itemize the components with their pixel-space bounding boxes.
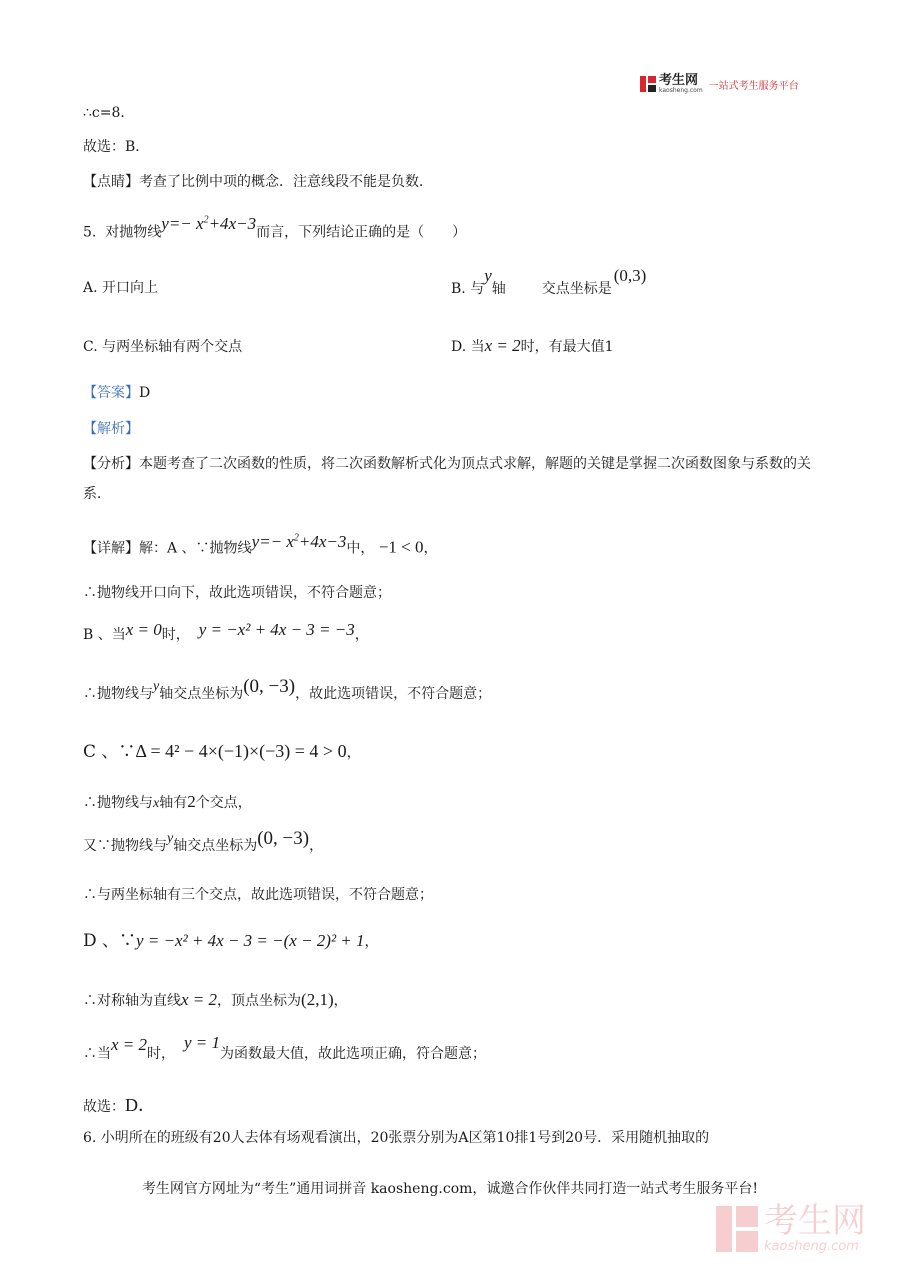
logo-domain: kaosheng.com [659,86,703,94]
c-conclusion: ∴与两坐标轴有三个交点，故此选项错误，不符合题意； [83,887,433,903]
logo-name: 考生网 [659,72,699,88]
option-a: A. 开口向上 [83,280,159,296]
header-logo [640,74,799,94]
detail-a: 【详解】解：A 、∵抛物线$y=- x^2+4x-3$中， −1 < 0， [83,531,438,557]
option-b: B. 与y轴 交点坐标是(0,3) [451,266,647,297]
q5-post: 而言，下列结论正确的是（ ） [256,224,467,241]
answer-tag: 【答案】 [83,385,139,401]
option-d: D. 当x = 2时，有最大值1 [451,336,614,355]
line-dianjing [83,172,433,192]
detail-c: C 、∵Δ = 4² − 4×(−1)×(−3) = 4 > 0， [83,741,361,762]
d-line3: ∴当x = 2时， y = 1为函数最大值，故此选项正确，符合题意； [83,1033,486,1062]
question-5 [83,213,467,243]
d-line2: ∴对称轴为直线x = 2，顶点坐标为(2,1)， [83,990,348,1009]
final-answer: 故选：D． [83,1095,156,1115]
question-6: 6. 小明所在的班级有20人去体有场观看演出，20张票分别为A区第10排1号到20号．采用随机抽取的 [83,1130,710,1146]
detail-b: B 、当x = 0时， y = −x² + 4x − 3 = −3， [83,620,369,643]
fenxi-tag: 【分析】 [83,456,139,472]
watermark-name: 考生网 [764,1201,866,1241]
watermark [716,1203,866,1254]
answer-value: D [139,385,151,401]
kaosheng-logo-icon [640,76,656,92]
fenxi-text: 本题考查了二次函数的性质，将二次函数解析式化为顶点式求解，解题的关键是掌握二次函数图象与系数的关系． [83,456,811,502]
q5-pre: 对抛物线 [105,224,162,241]
b-conclusion: ∴抛物线与y轴交点坐标为(0, −3)，故此选项错误，不符合题意； [83,676,492,702]
logo-slogan: 一站式考生服务平台 [708,80,799,92]
detail-d: D 、∵y = −x² + 4x − 3 = −(x − 2)² + 1， [83,931,379,951]
q5-number: 5. [83,224,97,241]
q5-equation: $y=- x^2+4x-3$ [161,213,257,233]
c-line3: 又∵抛物线与y轴交点坐标为(0, −3)， [83,828,324,854]
option-b-value: (0,3) [613,266,647,285]
option-b-y: y [484,266,492,285]
line-choice-b: 故选：B． [83,139,150,155]
line-c-equals: ∴c=8． [83,105,135,121]
dianjing-text: 考查了比例中项的概念．注意线段不能是负数． [139,174,433,190]
a-conclusion: ∴抛物线开口向下，故此选项错误，不符合题意； [83,585,391,601]
analysis-tag: 【解析】 [83,421,139,437]
detail-equation: $y=- x^2+4x-3$ [251,531,347,551]
kaosheng-watermark-icon [716,1206,758,1252]
c-line2: ∴抛物线与x轴有2个交点， [83,792,252,811]
dianjing-tag: 【点睛】 [83,174,139,190]
answer-line [83,383,150,403]
footer-text: 考生网官方网址为“考生”通用词拼音 kaosheng.com，诚邀合作伙伴共同打造一站式考生服务平台! [141,1181,759,1197]
fenxi-paragraph [83,449,813,509]
watermark-domain: kaosheng.com [764,1239,859,1254]
option-c: C. 与两坐标轴有两个交点 [83,339,243,355]
